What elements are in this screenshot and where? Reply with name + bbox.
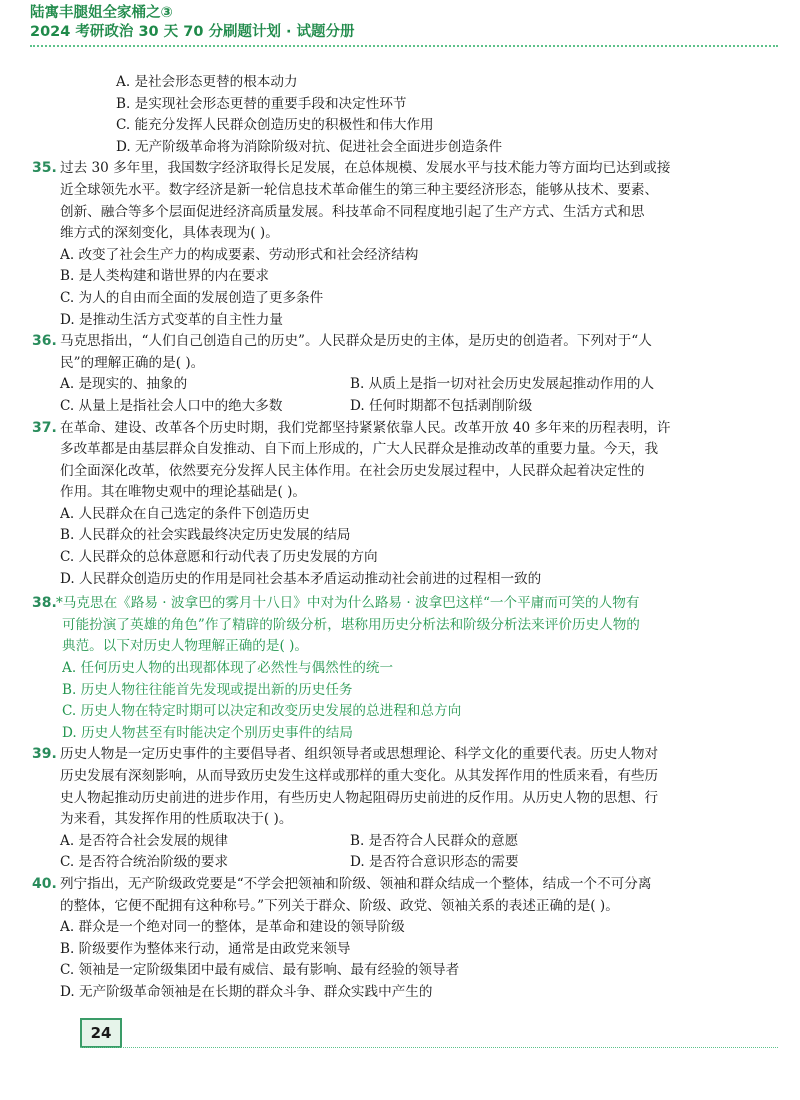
question-38	[0, 593, 772, 744]
question-number: 38.	[32, 595, 57, 612]
book-title: 2024 考研政治 30 天 70 分刷题计划 · 试题分册	[30, 24, 355, 40]
question-text-line: 的整体，它便不配拥有这种称号。”下列关于群众、阶级、政党、领袖关系的表述正确的是( )。	[60, 897, 619, 914]
option-b: B. 是否符合人民群众的意愿	[350, 832, 519, 849]
series-title: 陆寓丰腿姐全家桶之③	[30, 5, 173, 21]
question-40	[0, 874, 772, 1004]
option-c: C. 为人的自由而全面的发展创造了更多条件	[60, 289, 324, 306]
option-c: C. 从量上是指社会人口中的绝大多数	[60, 397, 283, 414]
question-text-line: 们全面深化改革，依然要充分发挥人民主体作用。在社会历史发展过程中，人民群众起着决定性的	[60, 462, 645, 479]
question-number: 37.	[32, 419, 57, 436]
option-a: A. 改变了社会生产力的构成要素、劳动形式和社会经济结构	[60, 246, 419, 263]
question-text-line: 史人物起推动历史前进的进步作用，有些历史人物起阻碍历史前进的反作用。从历史人物的思想、行	[60, 789, 659, 806]
option-c: C. 领袖是一定阶级集团中最有威信、最有影响、最有经验的领导者	[60, 962, 460, 979]
header-divider	[30, 45, 778, 47]
option-d: D. 人民群众创造历史的作用是同社会基本矛盾运动推动社会前进的过程相一致的	[60, 570, 542, 587]
question-number: 35.	[32, 160, 57, 177]
question-text-line: 历史发展有深刻影响，从而导致历史发生这样或那样的重大变化。从其发挥作用的性质来看，有些历	[60, 768, 659, 784]
question-text-line: 创新、融合等多个层面促进经济高质量发展。科技革命不同程度地引起了生产方式、生活方式和思	[60, 203, 645, 220]
question-36	[0, 331, 772, 417]
option-a: A. 任何历史人物的出现都体现了必然性与偶然性的统一	[62, 660, 394, 677]
book-header	[30, 4, 355, 42]
lead-option: B. 是实现社会形态更替的重要手段和决定性环节	[116, 95, 407, 112]
option-a: A. 人民群众在自己选定的条件下创造历史	[60, 505, 310, 522]
question-text-line: 过去 30 多年里，我国数字经济取得长足发展，在总体规模、发展水平与技术能力等方面均已达到或接	[60, 160, 671, 177]
option-c: C. 是否符合统治阶级的要求	[60, 854, 229, 871]
question-text-line: 可能扮演了英雄的角色”作了精辟的阶级分析，堪称用历史分析法和阶级分析法来评价历史人物的	[62, 616, 640, 633]
option-a: A. 是否符合社会发展的规律	[60, 832, 228, 849]
option-a: A. 是现实的、抽象的	[60, 376, 188, 393]
question-number: 40.	[32, 875, 57, 892]
lead-option: C. 能充分发挥人民群众创造历史的积极性和伟大作用	[116, 117, 434, 134]
option-d: D. 是推动生活方式变革的自主性力量	[60, 311, 283, 328]
question-text-line: 典范。以下对历史人物理解正确的是( )。	[62, 638, 309, 655]
page-number: 24	[80, 1018, 122, 1048]
question-number: 39.	[32, 746, 57, 763]
option-d: D. 是否符合意识形态的需要	[350, 854, 519, 871]
option-c: C. 历史人物在特定时期可以决定和改变历史发展的总进程和总方向	[62, 703, 462, 720]
option-b: B. 人民群众的社会实践最终决定历史发展的结局	[60, 527, 351, 544]
option-b: B. 是人类构建和谐世界的内在要求	[60, 268, 269, 285]
question-text-line: 马克思指出，“人们自己创造自己的历史”。人民群众是历史的主体，是历史的创造者。下列对于“人	[60, 333, 652, 350]
option-b: B. 阶级要作为整体来行动，通常是由政党来领导	[60, 940, 351, 957]
question-text-line: 多改革都是由基层群众自发推动、自下而上形成的，广大人民群众是推动改革的重要力量。今天，我	[60, 441, 659, 458]
question-text-line: 作用。其在唯物史观中的理论基础是( )。	[60, 484, 307, 501]
question-37	[0, 418, 772, 591]
option-c: C. 人民群众的总体意愿和行动代表了历史发展的方向	[60, 549, 378, 566]
question-number: 36.	[32, 333, 57, 350]
lead-option: D. 无产阶级革命将为消除阶级对抗、促进社会全面进步创造条件	[116, 138, 503, 155]
option-d: D. 任何时期都不包括剥削阶级	[350, 397, 533, 414]
question-text-line: 列宁指出，无产阶级政党要是“不学会把领袖和阶级、领袖和群众结成一个整体，结成一个不可分离	[60, 875, 652, 892]
option-b: B. 从质上是指一切对社会历史发展起推动作用的人	[350, 376, 655, 393]
question-text-line: 历史人物是一定历史事件的主要倡导者、组织领导者或思想理论、科学文化的重要代表。历史人物对	[60, 746, 659, 763]
question-text-line: 维方式的深刻变化，具体表现为( )。	[60, 225, 279, 242]
question-text-line: 为来看，其发挥作用的性质取决于( )。	[60, 811, 293, 828]
footer-divider	[80, 1047, 778, 1048]
option-a: A. 群众是一个绝对同一的整体，是革命和建设的领导阶级	[60, 919, 405, 936]
question-text-line: 民”的理解正确的是( )。	[60, 354, 205, 371]
question-list	[32, 72, 772, 1004]
option-b: B. 历史人物往往能首先发现或提出新的历史任务	[62, 681, 353, 698]
question-35	[0, 158, 772, 331]
option-d: D. 历史人物甚至有时能决定个别历史事件的结局	[62, 724, 353, 741]
question-39	[0, 744, 772, 874]
question-text-line: 近全球领先水平。数字经济是新一轮信息技术革命催生的第三种主要经济形态，能够从技术、要素、	[60, 181, 659, 198]
question-text-line: 在革命、建设、改革各个历史时期，我们党都坚持紧紧依靠人民。改革开放 40 多年来的历程表明，许	[60, 419, 671, 436]
question-text-line: *马克思在《路易 · 波拿巴的雾月十八日》中对为什么路易 · 波拿巴这样“一个平庸而可笑的人物有	[56, 595, 640, 612]
option-d: D. 无产阶级革命领袖是在长期的群众斗争、群众实践中产生的	[60, 983, 433, 1000]
lead-option: A. 是社会形态更替的根本动力	[116, 74, 298, 90]
